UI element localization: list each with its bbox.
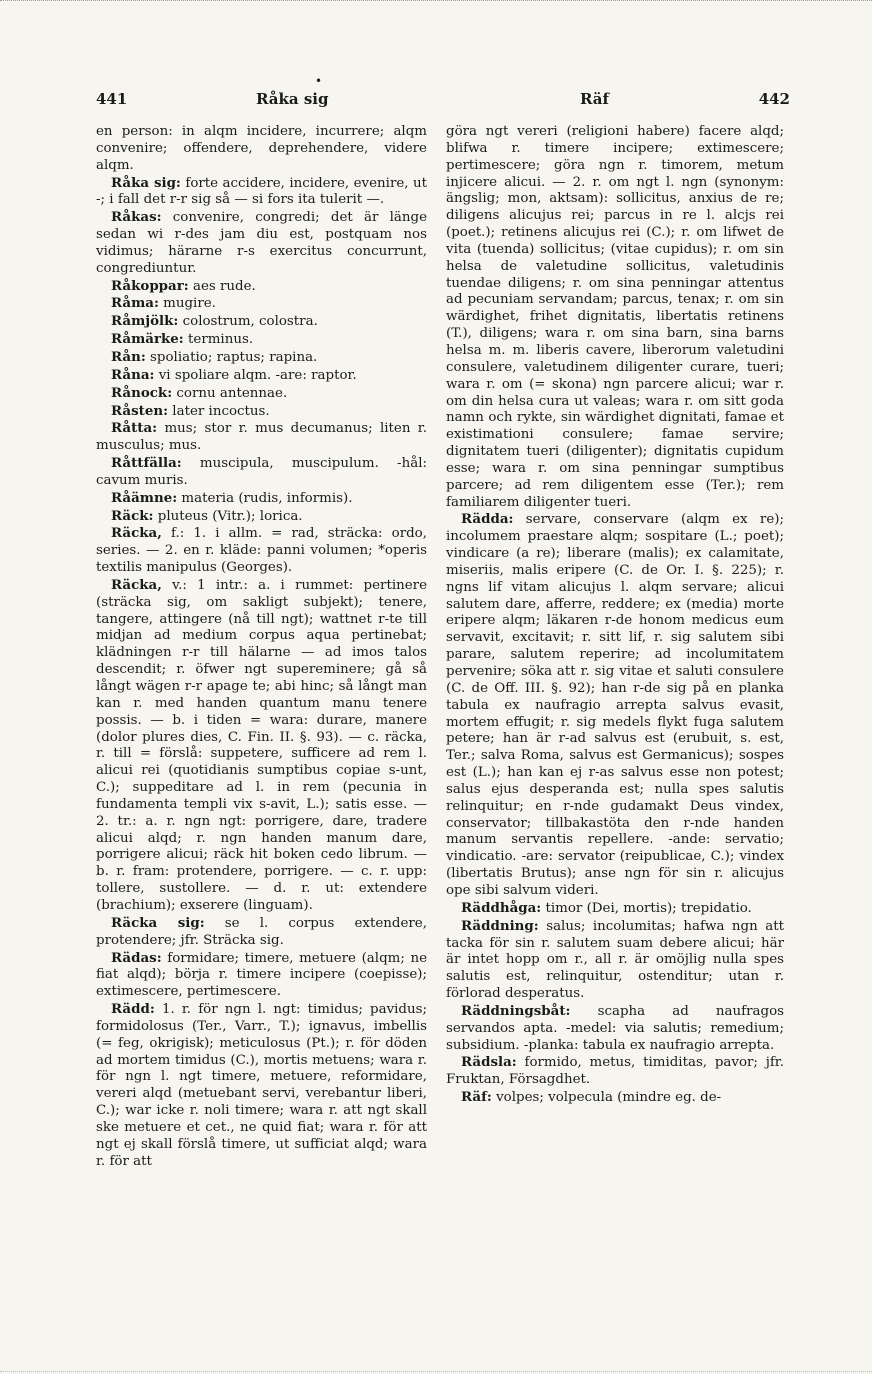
entry-headword: Räck:	[111, 507, 154, 524]
dictionary-entry	[96, 295, 427, 313]
entry-definition: convenire, congredi; det är länge sedan wi r-des jam diu est, postquam nos vidimus; härarne r-s exercitus concurrunt, congrediuntur.	[96, 210, 427, 276]
entry-definition: terminus.	[183, 332, 254, 348]
dictionary-entry	[96, 950, 427, 1002]
entry-headword: Räf:	[461, 1089, 492, 1106]
running-head-right: Räf	[580, 90, 609, 108]
dictionary-entry	[96, 349, 427, 367]
scan-bottom-edge	[0, 1370, 872, 1372]
entry-definition: se l. corpus extendere, protendere; jfr. Sträcka sig.	[96, 915, 427, 948]
entry-headword: Räddningsbåt:	[461, 1002, 571, 1019]
left-column	[96, 124, 427, 1170]
dictionary-entry	[446, 511, 784, 899]
entry-definition: pluteus (Vitr.); lorica.	[153, 508, 303, 524]
dictionary-entry	[96, 313, 427, 331]
dictionary-entry	[446, 1003, 784, 1055]
entry-definition: en person: in alqm incidere, incurrere; alqm convenire; offendere, deprehendere, videre alqm.	[96, 124, 427, 173]
entry-headword: Rädsla:	[461, 1054, 517, 1071]
entry-headword: Rån:	[111, 348, 146, 365]
entry-definition: scapha ad naufragos servandos apta. -medel: via salutis; remedium; subsidium. -planka: tabula ex naufragio arrepta.	[446, 1003, 784, 1053]
entry-definition: materia (rudis, informis).	[177, 490, 353, 506]
entry-headword: Råmjölk:	[111, 313, 179, 330]
scan-top-edge	[0, 0, 872, 3]
dictionary-entry	[446, 900, 784, 918]
dictionary-entry	[96, 508, 427, 526]
entry-definition: timor (Dei, mortis); trepidatio.	[541, 900, 752, 916]
entry-headword: Råka sig:	[111, 174, 181, 191]
entry-definition: göra ngt vereri (religioni habere) facere alqd; blifwa r. timere incipere; extimescere; pertimescere; göra ngn r. timorem, metum injicere alicui. — 2. r. om ngt l. ngn (synonym: ängslig; mon, aktsam): sollicitus, anxius de re; diligens alicujus rei; parcus in re l. alcjs rei (poet.); retinens alicujus rei (C.); r. om lifwet de vita (tuenda) sollicitus; (vitae cupidus); r. om sin helsa de valetudine sollicitus, valetudinis tuendae diligens; r. om sina penningar attentus ad pecuniam servandam; parcus, tenax; r. om sin wärdighet, frihet dignitatis, libertatis retinens (T.), diligens; wara r. om sina barn, sina barns helsa m. m. liberis cavere, liberorum valetudini consulere, valetudinem diligenter curare, tueri; wara r. om (= skona) ngn parcere alicui; war r. om din helsa cura ut valeas; wara r. om sitt goda namn och rykte, sin wärdighet dignitati, famae et existimationi consulere; famae servire; dignitatem tueri (diligenter); dignitatis cupidum esse; wara r. om sina penningar sumptibus parcere; ad rem diligentem esse (Ter.); rem familiarem diligenter tueri.	[446, 124, 784, 510]
entry-definition: aes rude.	[188, 278, 256, 294]
entry-definition: salus; incolumitas; hafwa ngn att tacka för sin r. salutem suam debere alicui; här är intet hopp om r., all r. är omöjlig nulla spes salutis est, relinquitur, ostenditur; utan r. förlorad desperatus.	[446, 918, 784, 1002]
dictionary-entry	[446, 918, 784, 1003]
dictionary-entry	[96, 420, 427, 455]
entry-headword: Rädda:	[461, 511, 514, 528]
entry-headword: Rädd:	[111, 1001, 155, 1018]
page-number-left: 441	[96, 90, 128, 108]
dictionary-entry	[96, 577, 427, 915]
entry-definition: later incoctus.	[168, 403, 270, 419]
entry-headword: Råämne:	[111, 489, 178, 506]
dictionary-entry	[96, 124, 427, 175]
entry-headword: Räcka,	[111, 525, 162, 542]
dictionary-entry	[96, 367, 427, 385]
entry-headword: Räddning:	[461, 917, 539, 934]
entry-headword: Råkas:	[111, 209, 162, 226]
dictionary-entry	[96, 331, 427, 349]
entry-definition: servare, conservare (alqm ex re); incolumem praestare alqm; sospitare (L.; poet); vindicare (a re); liberare (malis); ex calamitate, miseriis, malis eripere (C. de Or. I. §. 225); r. ngns lif vitam alicujus l. alqm servare; alicui salutem dare, afferre, reddere; ex (media) morte eripere alqm; läkaren r-de honom medicus eum servavit, excitavit; r. sitt lif, r. sig salutem sibi parare, salutem reperire; ad incolumitatem pervenire; söka att r. sig vitae et saluti consulere (C. de Off. III. §. 92); han r-de sig på en planka tabula ex naufragio arrepta salvus evasit, mortem effugit; r. sig medels flykt fuga salutem petere; han är r-ad salvus est (erubuit, s. est, Ter.; salva Roma, salvus est Germanicus); sospes est (L.); han kan ej r-as salvus esse non potest; salus ejus desperanda est; nulla spes salutis relinquitur; en r-nde gudamakt Deus vindex, conservator; tillbakastöta den r-nde handen manum servantis repellere. -ande: servatio; vindicatio. -are: servator (reipublicae, C.); vindex (libertatis Brutus); anse ngn för sin r. alicujus ope sibi salvum videri.	[446, 512, 784, 898]
dictionary-entry	[96, 1001, 427, 1170]
dictionary-entry	[446, 124, 784, 511]
dictionary-entry	[446, 1089, 784, 1107]
entry-definition: mugire.	[158, 296, 216, 312]
entry-definition: volpes; volpecula (mindre eg. de-	[491, 1090, 722, 1106]
dictionary-entry	[446, 1054, 784, 1089]
entry-headword: Räcka sig:	[111, 914, 205, 931]
running-head-left: Råka sig	[256, 90, 329, 108]
entry-definition: forte accidere, incidere, evenire, ut -; i fall det r-r sig så — si fors ita tulerit —.	[96, 175, 427, 208]
entry-headword: Räcka,	[111, 576, 162, 593]
dictionary-entry	[96, 209, 427, 277]
entry-definition: formido, metus, timiditas, pavor; jfr. Fruktan, Försagdhet.	[446, 1055, 784, 1088]
entry-definition: muscipula, muscipulum. -hål: cavum muris.	[96, 456, 427, 488]
entry-headword: Rånock:	[111, 384, 173, 401]
dictionary-entry	[96, 385, 427, 403]
page-header	[96, 90, 790, 114]
dictionary-entry	[96, 455, 427, 490]
entry-headword: Räddhåga:	[461, 899, 542, 916]
entry-headword: Råkoppar:	[111, 277, 189, 294]
entry-definition: cornu antennae.	[172, 385, 288, 401]
entry-definition: f.: 1. i allm. = rad, sträcka: ordo, series. — 2. en r. kläde: panni volumen; *operis textilis manipulus (Georges).	[96, 526, 427, 576]
entry-headword: Rädas:	[111, 949, 162, 966]
dictionary-entry	[96, 403, 427, 421]
speck: •	[315, 74, 323, 88]
entry-headword: Råna:	[111, 366, 155, 383]
entry-headword: Råsten:	[111, 402, 169, 419]
entry-headword: Råma:	[111, 295, 159, 312]
entry-headword: Råmärke:	[111, 331, 184, 348]
dictionary-entry	[96, 525, 427, 577]
dictionary-entry	[96, 490, 427, 508]
entry-definition: spoliatio; raptus; rapina.	[145, 349, 318, 365]
entry-definition: colostrum, colostra.	[178, 314, 318, 330]
entry-headword: Råtta:	[111, 420, 158, 437]
dictionary-entry	[96, 175, 427, 210]
entry-definition: vi spoliare alqm. -are: raptor.	[154, 367, 357, 383]
entry-definition: mus; stor r. mus decumanus; liten r. musculus; mus.	[96, 421, 427, 454]
dictionary-entry	[96, 278, 427, 296]
entry-definition: 1. r. för ngn l. ngt: timidus; pavidus; formidolosus (Ter., Varr., T.); ignavus, imbellis (= feg, okrigisk); meticulosus (Pt.); r. för döden ad mortem timidus (C.), mortis metuens; wara r. för ngn l. ngt timere, metuere, reformidare, vereri alqd (metuebant servi, verebantur liberi, C.); war icke r. noli timere; wara r. att ngt skall ske metuere et cet., ne quid fiat; wara r. för att ngt ej skall förslå timere, ut sufficiat alqd; wara r. för att	[96, 1002, 427, 1169]
entry-definition: formidare; timere, metuere (alqm; ne fiat alqd); börja r. timere incipere (coepisse); extimescere, pertimescere.	[96, 950, 427, 1000]
right-column	[446, 124, 784, 1107]
page-number-right: 442	[758, 90, 790, 108]
dictionary-entry	[96, 915, 427, 950]
entry-headword: Råttfälla:	[111, 455, 182, 472]
entry-definition: v.: 1 intr.: a. i rummet: pertinere (sträcka sig, om sakligt subjekt); tenere, tangere, attingere (nå till ngt); wattnet r-te till midjan ad medium corpus aqua pertinebat; klädningen r-r till hälarne — ad imos talos descendit; r. öfwer ngt supereminere; gå så långt wägen r-r apage te; abi hinc; så långt man kan r. med handen quantum manu tenere possis. — b. i tiden = wara: durare, manere (dolor plures dies, C. Fin. II. §. 93). — c. räcka, r. till = förslå: suppetere, sufficere ad rem l. alicui rei (quotidianis sumptibus copiae s-unt, C.); suppeditare ad l. in rem (pecunia in fundamenta templi vix s-avit, L.); satis esse. — 2. tr.: a. r. ngn ngt: porrigere, dare, tradere alicui alqd; r. ngn handen manum dare, porrigere alicui; räck hit boken cedo librum. — b. r. fram: protendere, porrigere. — c. r. upp: tollere, sustollere. — d. r. ut: extendere (brachium); exserere (linguam).	[96, 577, 427, 913]
